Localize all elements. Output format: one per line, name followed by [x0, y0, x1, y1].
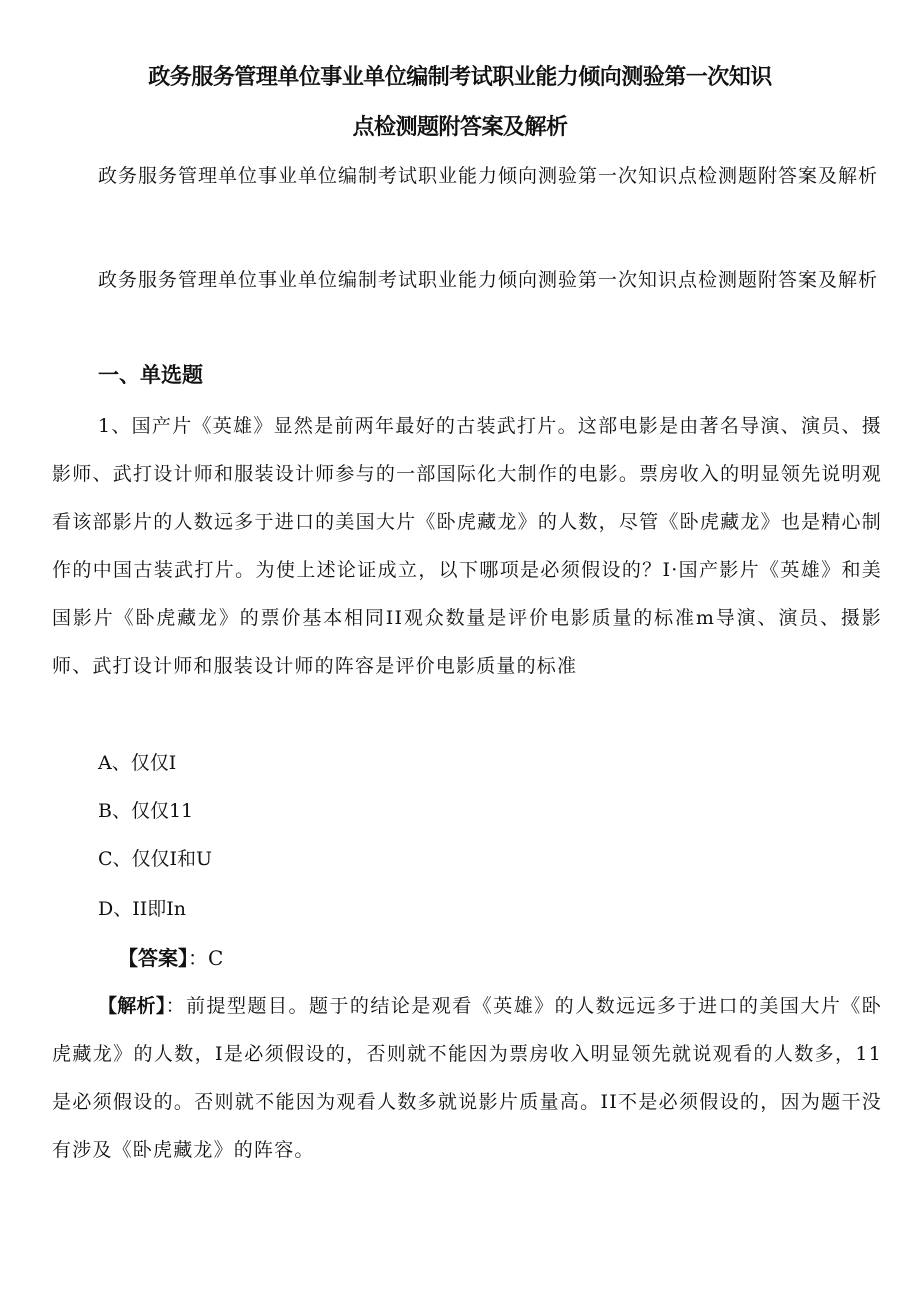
document-subtitle-1: 政务服务管理单位事业单位编制考试职业能力倾向测验第一次知识点检测题附答案及解析 — [98, 165, 879, 187]
answer-value: ：C — [188, 946, 224, 970]
document-title-line-2: 点检测题附答案及解析 — [352, 115, 568, 140]
option-a: A、仅仅I — [98, 752, 177, 774]
analysis-text: ：前提型题目。题于的结论是观看《英雄》的人数远远多于进口的美国大片《卧虎藏龙》的人数，I是必须假设的，否则就不能因为票房收入明显领先就说观看的人数多，11是必须假设的。否则就不能因为观看人数多就说影片质量高。II不是必须假设的，因为题干没有涉及《卧虎藏龙》的阵容。 — [52, 995, 882, 1161]
analysis-label: 【解析】 — [98, 995, 166, 1017]
question-text: 1、国产片《英雄》显然是前两年最好的古装武打片。这部电影是由著名导演、演员、摄影师、武打设计师和服装设计师参与的一部国际化大制作的电影。票房收入的明显领先说明观看该部影片的人数远多于进口的美国大片《卧虎藏龙》的人数，尽管《卧虎藏龙》也是精心制作的中国古装武打片。为使上述论证成立，以下哪项是必须假设的？I·国产影片《英雄》和美国影片《卧虎藏龙》的票价基本相同II观众数量是评价电影质量的标准m导演、演员、摄影师、武打设计师和服装设计师的阵容是评价电影质量的标准 — [52, 415, 882, 677]
document-subtitle-2: 政务服务管理单位事业单位编制考试职业能力倾向测验第一次知识点检测题附答案及解析 — [98, 269, 879, 291]
document-title-line-1: 政务服务管理单位事业单位编制考试职业能力倾向测验第一次知识 — [148, 65, 772, 90]
option-d: D、II即In — [98, 898, 186, 920]
answer-line — [118, 943, 223, 973]
analysis-paragraph — [52, 982, 882, 1174]
section-heading: 一、单选题 — [98, 363, 203, 387]
option-c: C、仅仅I和U — [98, 848, 213, 870]
option-b: B、仅仅11 — [98, 800, 194, 822]
answer-label: 【答案】 — [118, 946, 188, 970]
